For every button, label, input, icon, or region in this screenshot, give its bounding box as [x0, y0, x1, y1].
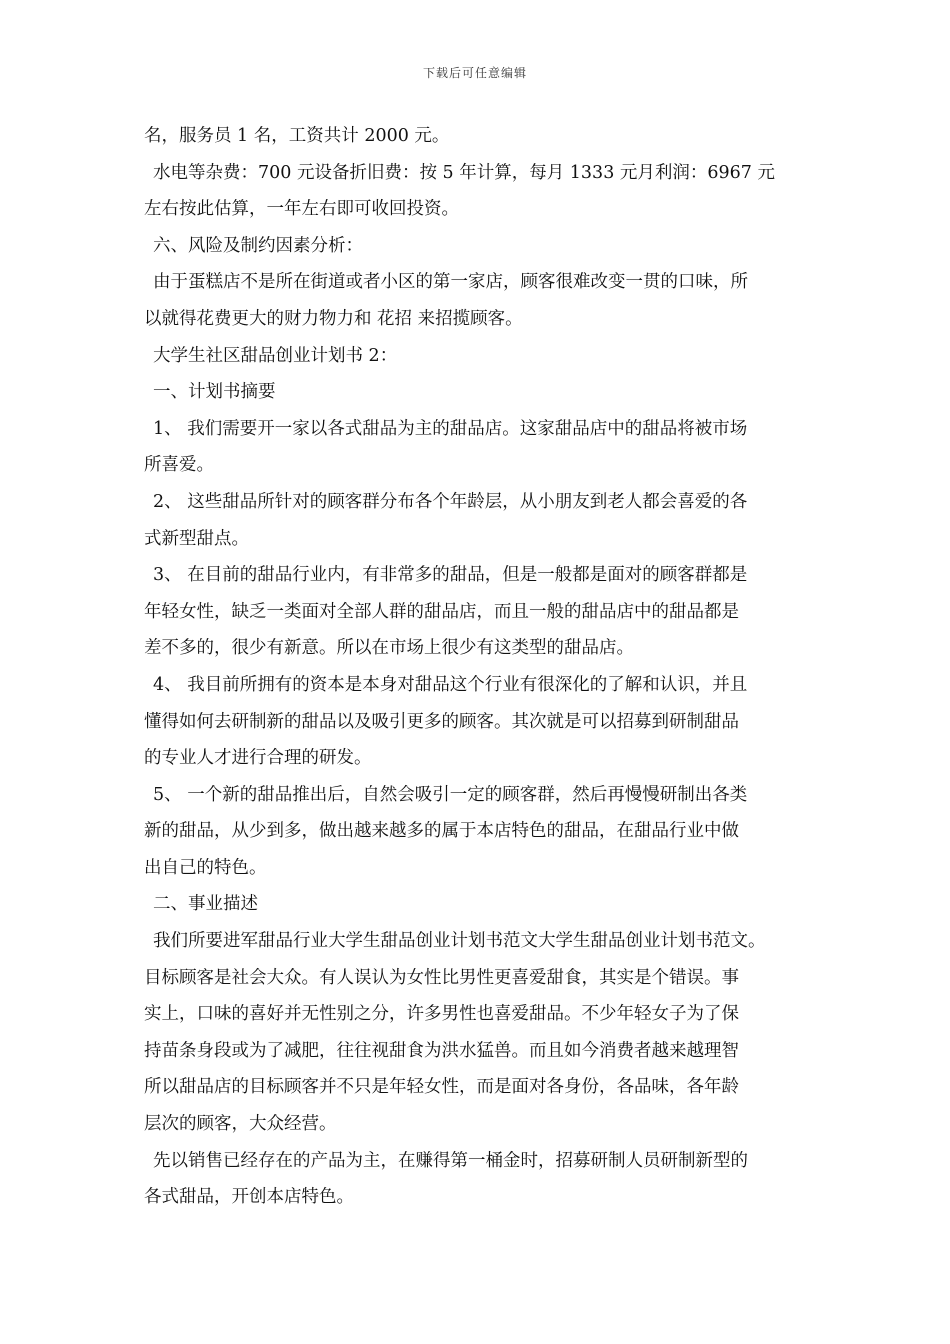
text-line: 出自己的特色。 [144, 857, 267, 878]
text-line: 目标顾客是社会大众。有人误认为女性比男性更喜爱甜食，其实是个错误。事 [144, 967, 739, 988]
section-heading: 六、风险及制约因素分析： [153, 235, 363, 256]
document-body [144, 118, 814, 1216]
text-line: 式新型甜点。 [144, 528, 249, 549]
text-line: 以就得花费更大的财力物力和 花招 来招揽顾客。 [144, 308, 523, 329]
text-line: 实上，口味的喜好并无性别之分，许多男性也喜爱甜品。不少年轻女子为了保 [144, 1004, 739, 1025]
page-header: 下载后可任意编辑 [422, 66, 527, 80]
text-line: 名，服务员 1 名，工资共计 2000 元。 [144, 126, 450, 146]
list-item: 2、 这些甜品所针对的顾客群分布各个年龄层，从小朋友到老人都会喜爱的各 [153, 491, 748, 512]
text-line: 左右按此估算，一年左右即可收回投资。 [144, 199, 459, 220]
text-line: 的专业人才进行合理的研发。 [144, 748, 372, 769]
section-heading: 二、事业描述 [153, 894, 258, 915]
text-line: 年轻女性，缺乏一类面对全部人群的甜品店，而且一般的甜品店中的甜品都是 [144, 601, 739, 622]
text-line: 由于蛋糕店不是所在街道或者小区的第一家店，顾客很难改变一贯的口味，所 [153, 272, 748, 293]
text-line: 我们所要进军甜品行业大学生甜品创业计划书范文大学生甜品创业计划书范文。 [153, 931, 766, 952]
list-item: 1、 我们需要开一家以各式甜品为主的甜品店。这家甜品店中的甜品将被市场 [153, 418, 748, 439]
list-item: 3、 在目前的甜品行业内，有非常多的甜品，但是一般都是面对的顾客群都是 [153, 565, 748, 586]
text-line: 所以甜品店的目标顾客并不只是年轻女性，而是面对各身份，各品味，各年龄 [144, 1077, 739, 1098]
text-line: 差不多的，很少有新意。所以在市场上很少有这类型的甜品店。 [144, 638, 634, 659]
list-item: 5、 一个新的甜品推出后，自然会吸引一定的顾客群，然后再慢慢研制出各类 [153, 784, 748, 805]
section-heading: 一、计划书摘要 [153, 382, 276, 403]
text-line: 新的甜品，从少到多，做出越来越多的属于本店特色的甜品，在甜品行业中做 [144, 821, 739, 842]
list-item: 4、 我目前所拥有的资本是本身对甜品这个行业有很深化的了解和认识，并且 [153, 674, 748, 695]
text-line: 懂得如何去研制新的甜品以及吸引更多的顾客。其次就是可以招募到研制甜品 [144, 711, 739, 732]
document-subtitle: 大学生社区甜品创业计划书 2： [153, 345, 398, 366]
text-line: 持苗条身段或为了减肥，往往视甜食为洪水猛兽。而且如今消费者越来越理智 [144, 1040, 739, 1061]
text-line: 先以销售已经存在的产品为主，在赚得第一桶金时，招募研制人员研制新型的 [153, 1150, 748, 1171]
text-line: 层次的顾客，大众经营。 [144, 1114, 337, 1135]
text-line: 水电等杂费：700 元设备折旧费：按 5 年计算，每月 1333 元月利润：6967 元 [153, 162, 775, 183]
text-line: 所喜爱。 [144, 455, 214, 476]
text-line: 各式甜品，开创本店特色。 [144, 1187, 354, 1208]
